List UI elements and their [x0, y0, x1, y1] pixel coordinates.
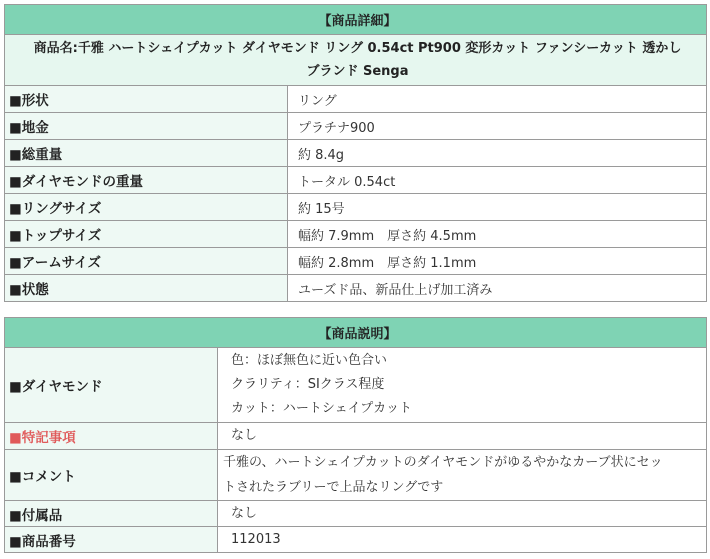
detail-label-total-weight: ■総重量 — [5, 140, 288, 167]
comment-line2: トされたラブリーで上品なリングです — [223, 480, 444, 495]
desc-label-accessories: ■付属品 — [5, 501, 218, 527]
diamond-cut: カット：ハートシェイプカット — [231, 401, 412, 416]
product-name — [5, 35, 707, 86]
desc-label-comment: ■コメント — [5, 450, 218, 501]
detail-label-ring-size: ■リングサイズ — [5, 194, 288, 221]
detail-label-diamond-weight: ■ダイヤモンドの重量 — [5, 167, 288, 194]
accessories-text: なし — [231, 505, 258, 521]
detail-label-shape: ■形状 — [5, 86, 288, 113]
desc-value-item-number — [218, 527, 707, 553]
detail-value-arm-size: 幅約 2.8mm 厚さ約 1.1mm — [288, 248, 707, 275]
item-number-text: 112013 — [231, 531, 281, 547]
product-details-table — [4, 4, 707, 302]
detail-value-total-weight: 約 8.4g — [288, 140, 707, 167]
detail-value-metal: プラチナ900 — [288, 113, 707, 140]
desc-value-accessories — [218, 501, 707, 527]
detail-value-diamond-weight: トータル 0.54ct — [288, 167, 707, 194]
desc-value-comment — [218, 450, 707, 501]
desc-value-diamond — [218, 348, 707, 423]
detail-label-metal: ■地金 — [5, 113, 288, 140]
detail-value-ring-size: 約 15号 — [288, 194, 707, 221]
comment-line1: 千雅の、ハートシェイプカットのダイヤモンドがゆるやかなカーブ状にセッ — [223, 455, 663, 470]
special-note-text: なし — [231, 428, 258, 443]
diamond-color: 色：ほぼ無色に近い色合い — [231, 353, 388, 368]
details-header: 【商品詳細】 — [5, 5, 707, 35]
product-description-table — [4, 317, 707, 553]
product-name-line2: ブランド Senga — [306, 64, 409, 79]
diamond-clarity: クラリティ：SIクラス程度 — [231, 377, 385, 392]
description-header: 【商品説明】 — [5, 318, 707, 348]
detail-label-arm-size: ■アームサイズ — [5, 248, 288, 275]
detail-label-condition: ■状態 — [5, 275, 288, 302]
detail-value-top-size: 幅約 7.9mm 厚さ約 4.5mm — [288, 221, 707, 248]
product-name-line1: 商品名:千雅 ハートシェイプカット ダイヤモンド リング 0.54ct Pt900 変形カット ファンシーカット 透かし — [33, 41, 682, 56]
desc-value-special-note — [218, 423, 707, 450]
desc-label-item-number: ■商品番号 — [5, 527, 218, 553]
detail-value-shape: リング — [288, 86, 707, 113]
desc-label-special-note: ■特記事項 — [5, 423, 218, 450]
detail-value-condition: ユーズド品、新品仕上げ加工済み — [288, 275, 707, 302]
detail-label-top-size: ■トップサイズ — [5, 221, 288, 248]
desc-label-diamond: ■ダイヤモンド — [5, 348, 218, 423]
